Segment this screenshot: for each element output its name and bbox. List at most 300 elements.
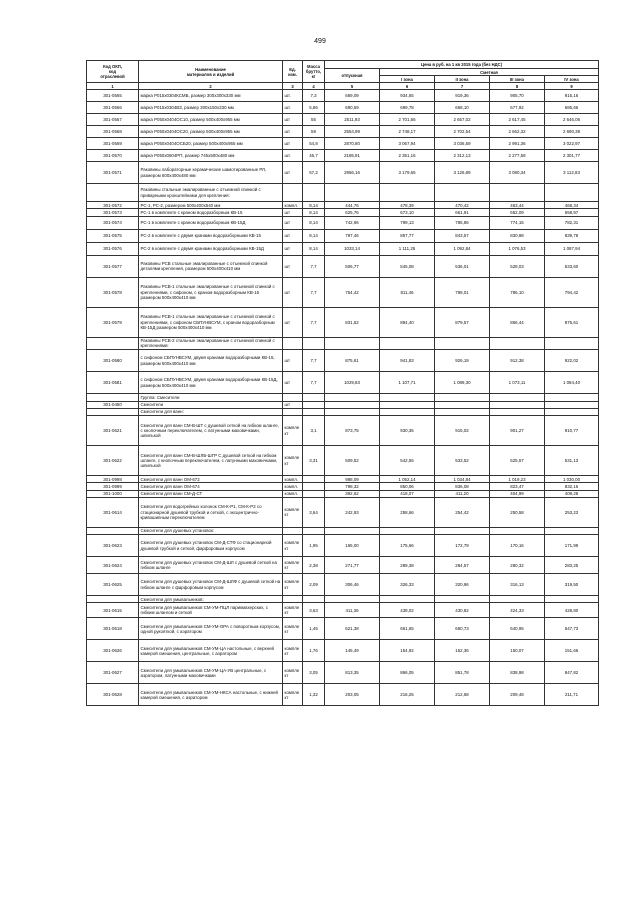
cell-zone-2: 1 089,30 — [435, 372, 490, 394]
empty-cell — [380, 394, 435, 401]
cell-zone-4 — [545, 401, 599, 408]
cell-zone-3: 774,15 — [490, 216, 545, 229]
cell-name: Смесители для душевых установок СМ-Д-ШЛ с душевой сеткой на гибком шланге — [139, 557, 283, 574]
cell-zone-4: 533,60 — [545, 255, 599, 277]
empty-cell — [325, 408, 380, 415]
header-price-group: Цена в руб. на 1 кв 2015 года (без НДС) — [325, 61, 599, 69]
cell-zone-3: 463,44 — [490, 202, 545, 209]
cell-mass: 7,7 — [303, 350, 325, 372]
cell-code: 301-0573 — [87, 209, 139, 216]
column-number: 9 — [545, 83, 599, 90]
cell-release-price: 506,77 — [325, 255, 380, 277]
empty-cell — [380, 527, 435, 534]
cell-name: Смесители для ванн ОМ-674 — [139, 483, 283, 490]
cell-release-price: 742,96 — [325, 216, 380, 229]
empty-cell — [380, 596, 435, 603]
cell-release-price: 2511,93 — [325, 114, 380, 126]
cell-unit: компле кт — [283, 416, 303, 446]
cell-mass: 2,38 — [303, 557, 325, 574]
subheading-row — [87, 527, 599, 534]
cell-unit: шт — [283, 350, 303, 372]
cell-zone-2: 3 126,89 — [435, 162, 490, 184]
cell-zone-4: 319,50 — [545, 574, 599, 596]
cell-unit: шт — [283, 401, 303, 408]
cell-zone-1: 1 111,25 — [380, 242, 435, 255]
cell-zone-4: 283,25 — [545, 557, 599, 574]
empty-cell — [435, 527, 490, 534]
cell-zone-3: 640,95 — [490, 618, 545, 640]
cell-name: РС-1 в комплекте с краном водоразборным КВ-15Д — [139, 216, 283, 229]
cell-zone-3: 316,13 — [490, 574, 545, 596]
cell-code: 301-0626 — [87, 640, 139, 662]
cell-name: Смесители для умывальников СМ-УМ-ПЦЛ парикмахерских, с гибким шлангом и сеткой — [139, 603, 283, 618]
cell-mass: 1,76 — [303, 640, 325, 662]
cell-unit: шт — [283, 114, 303, 126]
cell-mass: 1,32 — [303, 684, 325, 706]
empty-cell — [283, 394, 303, 401]
cell-zone-1: 478,39 — [380, 202, 435, 209]
cell-unit: компле кт — [283, 603, 303, 618]
cell-code: 301-0622 — [87, 446, 139, 476]
table-row — [87, 372, 599, 394]
cell-code: 301-0568 — [87, 126, 139, 138]
cell-release-price: 203,05 — [325, 684, 380, 706]
cell-zone-3 — [490, 401, 545, 408]
cell-zone-4: 1 087,94 — [545, 242, 599, 255]
cell-code: 301-0450 — [87, 401, 139, 408]
cell-name: Смесители для умывальников СМ-УМ-ЦА-УВ центральные, с аэратором, латунными маховичками — [139, 662, 283, 684]
cell-zone-3: 2 617,45 — [490, 114, 545, 126]
empty-cell — [545, 408, 599, 415]
cell-unit: шт. — [283, 90, 303, 102]
cell-zone-2: 320,96 — [435, 574, 490, 596]
cell-name: Смесители — [139, 401, 283, 408]
price-table — [86, 60, 599, 706]
cell-zone-2: 2 312,13 — [435, 150, 490, 162]
cell-mass: 59 — [303, 126, 325, 138]
cell-zone-2: 851,78 — [435, 662, 490, 684]
subheading-row — [87, 596, 599, 603]
cell-zone-2: 798,01 — [435, 277, 490, 307]
empty-cell — [380, 408, 435, 415]
cell-zone-2: 533,52 — [435, 446, 490, 476]
empty-cell — [490, 337, 545, 350]
cell-name: марка Р015х0304КСМБ, размер 300х300х330 мм — [139, 90, 283, 102]
cell-zone-1: 894,40 — [380, 307, 435, 337]
cell-mass — [303, 483, 325, 490]
cell-zone-1: 699,78 — [380, 102, 435, 114]
cell-zone-3: 652,09 — [490, 209, 545, 216]
cell-name: Раковины РСВ стальные эмалированные с отъемной спинкой деталями крепления, размером 500х400х410 мм — [139, 255, 283, 277]
cell-zone-1: 857,77 — [380, 229, 435, 242]
cell-name: Смесители для душевых установок СМ-Д-СТФ со стационарной душевой трубкой и сеткой, фарфоровым корпусом — [139, 535, 283, 557]
cell-zone-1: 941,83 — [380, 350, 435, 372]
table-row — [87, 216, 599, 229]
empty-cell — [545, 337, 599, 350]
cell-zone-2: 926,19 — [435, 350, 490, 372]
cell-zone-2: 152,36 — [435, 640, 490, 662]
empty-cell — [283, 596, 303, 603]
cell-release-price: 875,61 — [325, 350, 380, 372]
cell-zone-3: 250,58 — [490, 497, 545, 527]
cell-mass: 3,05 — [303, 662, 325, 684]
table-row — [87, 277, 599, 307]
cell-release-price: 988,09 — [325, 476, 380, 483]
column-number: 7 — [435, 83, 490, 90]
subheading-text: Раковины стальные эмалированные с отъемной спинкой с приварными кронштейнами для крепления: — [139, 184, 283, 202]
cell-zone-2: 2 702,54 — [435, 126, 490, 138]
cell-zone-2: 254,42 — [435, 497, 490, 527]
table-row — [87, 90, 599, 102]
cell-zone-4: 2 690,39 — [545, 126, 599, 138]
cell-name: с сифоном СБПУНВСУМ, двумя кранами водоразборными КВ-15, размером 500х400х410 мм — [139, 350, 283, 372]
cell-code: 301-0575 — [87, 229, 139, 242]
cell-name: Смесители для ванн СМ-В-ШЛБ-ШГР С душевой сеткой на гибком шланге, с кнопочным переключателем, с латунными маховичками, шпилькой — [139, 446, 283, 476]
cell-zone-2: 411,20 — [435, 490, 490, 497]
cell-zone-2: 470,42 — [435, 202, 490, 209]
cell-zone-2: 836,08 — [435, 483, 490, 490]
cell-code: 301-0628 — [87, 684, 139, 706]
cell-zone-3: 901,27 — [490, 416, 545, 446]
cell-code: 301-0614 — [87, 497, 139, 527]
cell-code — [87, 184, 139, 202]
empty-cell — [303, 184, 325, 202]
cell-zone-3: 2 991,36 — [490, 138, 545, 150]
cell-zone-4: 171,99 — [545, 535, 599, 557]
column-number: 8 — [490, 83, 545, 90]
cell-code — [87, 527, 139, 534]
table-row — [87, 535, 599, 557]
cell-release-price: 669,09 — [325, 90, 380, 102]
cell-zone-4: 647,73 — [545, 618, 599, 640]
cell-unit: компл. — [283, 483, 303, 490]
table-row — [87, 574, 599, 596]
cell-zone-2: 212,68 — [435, 684, 490, 706]
cell-release-price: 306,46 — [325, 574, 380, 596]
empty-cell — [380, 337, 435, 350]
header-estimate: Сметная — [380, 69, 599, 76]
empty-cell — [435, 408, 490, 415]
cell-zone-4: 428,80 — [545, 603, 599, 618]
cell-unit: шт — [283, 242, 303, 255]
page-number: 499 — [314, 38, 326, 45]
cell-release-price: 165,00 — [325, 535, 380, 557]
column-numbers-row — [87, 83, 599, 90]
empty-cell — [303, 596, 325, 603]
cell-release-price: 621,38 — [325, 618, 380, 640]
group-title: Группа: Смесители — [139, 394, 283, 401]
cell-zone-3: 1 076,53 — [490, 242, 545, 255]
table-body — [87, 90, 599, 706]
header-zone-2: II зона — [435, 76, 490, 83]
cell-zone-1: 545,08 — [380, 255, 435, 277]
subheading-row — [87, 184, 599, 202]
cell-zone-1 — [380, 401, 435, 408]
cell-zone-2: 668,10 — [435, 102, 490, 114]
column-number: 3 — [283, 83, 303, 90]
cell-zone-4: 2 301,77 — [545, 150, 599, 162]
cell-zone-3: 838,98 — [490, 662, 545, 684]
cell-zone-3: 404,99 — [490, 490, 545, 497]
cell-release-price: 509,52 — [325, 446, 380, 476]
cell-mass: 5,86 — [303, 102, 325, 114]
header-mass: Масса брутто, кг — [303, 61, 325, 83]
cell-mass: 3,31 — [303, 446, 325, 476]
cell-zone-4: 3 022,97 — [545, 138, 599, 150]
cell-zone-1: 216,25 — [380, 684, 435, 706]
cell-release-price: 411,36 — [325, 603, 380, 618]
cell-name: Раковины РСВ-1 стальные эмалированные с отъемной спинкой с креплениями, с сифоном СБПУНВСУМ, с краном водоразборным КВ-15Д размером 500х400х410 мм — [139, 307, 283, 337]
cell-name: марка Р050х0604РП, размер 745х500х480 мм — [139, 150, 283, 162]
table-row — [87, 102, 599, 114]
cell-mass: 46,7 — [303, 150, 325, 162]
cell-name: Смесители для умывальников СМ-УМ-ОРА с поворотным корпусом, одной рукояткой, с аэратором — [139, 618, 283, 640]
empty-cell — [303, 527, 325, 534]
table-row — [87, 202, 599, 209]
header-code: Код ОКП, код отраслевой — [87, 61, 139, 83]
cell-code: 301-0570 — [87, 150, 139, 162]
cell-zone-3: 786,10 — [490, 277, 545, 307]
cell-mass: 7,7 — [303, 277, 325, 307]
cell-release-price: 145,49 — [325, 640, 380, 662]
cell-zone-2: 3 036,59 — [435, 138, 490, 150]
column-number: 2 — [139, 83, 283, 90]
cell-code: 301-0571 — [87, 162, 139, 184]
table-row — [87, 684, 599, 706]
cell-mass: 3,64 — [303, 497, 325, 527]
cell-mass: 2,09 — [303, 574, 325, 596]
empty-cell — [545, 527, 599, 534]
column-number: 6 — [380, 83, 435, 90]
cell-zone-4: 211,71 — [545, 684, 599, 706]
column-number: 5 — [325, 83, 380, 90]
cell-name: РС-2 в комплекте с двумя кранами водоразборными КВ-15 — [139, 229, 283, 242]
cell-release-price: 1029,83 — [325, 372, 380, 394]
cell-zone-3: 2 277,58 — [490, 150, 545, 162]
cell-zone-2: 661,91 — [435, 209, 490, 216]
empty-cell — [303, 408, 325, 415]
cell-mass: 7,7 — [303, 255, 325, 277]
cell-zone-3: 3 080,34 — [490, 162, 545, 184]
table-row — [87, 307, 599, 337]
cell-zone-3: 905,70 — [490, 90, 545, 102]
cell-code: 301-0618 — [87, 618, 139, 640]
cell-zone-2: 1 034,84 — [435, 476, 490, 483]
cell-mass: 55 — [303, 114, 325, 126]
cell-release-price: 813,35 — [325, 662, 380, 684]
cell-zone-3: 150,07 — [490, 640, 545, 662]
table-row — [87, 126, 599, 138]
table-row — [87, 490, 599, 497]
cell-mass: 8,14 — [303, 216, 325, 229]
cell-zone-1: 930,35 — [380, 416, 435, 446]
subheading-text: Смесители для умывальников: — [139, 596, 283, 603]
cell-code: 301-0566 — [87, 102, 139, 114]
subheading-row — [87, 337, 599, 350]
table-row — [87, 557, 599, 574]
cell-name: Смесители для ванн СМ-В-ШТ с душевой сеткой на гибком шланге, с кнопочным переключателем, с латунными маховичками, шпилькой — [139, 416, 283, 446]
cell-code — [87, 596, 139, 603]
table-row — [87, 401, 599, 408]
cell-zone-1: 2 351,16 — [380, 150, 435, 162]
cell-unit: шт — [283, 162, 303, 184]
cell-unit: шт — [283, 138, 303, 150]
cell-zone-4: 875,61 — [545, 307, 599, 337]
cell-code — [87, 337, 139, 350]
cell-zone-2: 2 657,02 — [435, 114, 490, 126]
cell-zone-1: 289,38 — [380, 557, 435, 574]
table-row — [87, 662, 599, 684]
cell-code — [87, 408, 139, 415]
cell-name: с сифоном СБПУНВСУМ, двумя кранами водоразборными КВ-15Д, размером 500х400х410 мм — [139, 372, 283, 394]
subheading-row — [87, 408, 599, 415]
cell-zone-1: 2 748,17 — [380, 126, 435, 138]
cell-unit: компл. — [283, 202, 303, 209]
header-name: Наименование материалов и изделий — [139, 61, 283, 83]
header-zone-3: III зона — [490, 76, 545, 83]
header-unit: Ед. изм. — [283, 61, 303, 83]
cell-zone-1: 850,06 — [380, 483, 435, 490]
empty-cell — [283, 337, 303, 350]
cell-mass: 3,63 — [303, 603, 325, 618]
cell-zone-4: 3 112,83 — [545, 162, 599, 184]
cell-mass — [303, 476, 325, 483]
table-row — [87, 114, 599, 126]
table-row — [87, 446, 599, 476]
cell-zone-1: 799,13 — [380, 216, 435, 229]
cell-mass: 3,1 — [303, 416, 325, 446]
cell-mass: 7,7 — [303, 372, 325, 394]
cell-unit: компле кт — [283, 618, 303, 640]
cell-zone-3: 2 662,32 — [490, 126, 545, 138]
cell-unit: шт. — [283, 102, 303, 114]
cell-unit: шт — [283, 229, 303, 242]
empty-cell — [490, 596, 545, 603]
empty-cell — [283, 184, 303, 202]
empty-cell — [325, 184, 380, 202]
cell-zone-1: 1 052,14 — [380, 476, 435, 483]
cell-name: Смесители для умывальников СМ-УМ-НКСА настольные, с нижней камерой смешения, с аэратором — [139, 684, 283, 706]
empty-cell — [435, 596, 490, 603]
cell-release-price: 2185,91 — [325, 150, 380, 162]
empty-cell — [325, 394, 380, 401]
empty-cell — [435, 184, 490, 202]
cell-code: 301-0998 — [87, 476, 139, 483]
cell-name: Смесители для ванн СМ-Д-СТ — [139, 490, 283, 497]
cell-unit: компл. — [283, 490, 303, 497]
cell-unit: шт — [283, 255, 303, 277]
cell-unit: компле кт — [283, 446, 303, 476]
cell-zone-1: 1 107,71 — [380, 372, 435, 394]
cell-release-price: 873,75 — [325, 416, 380, 446]
cell-release-price — [325, 401, 380, 408]
cell-unit: шт — [283, 307, 303, 337]
cell-code: 301-0572 — [87, 202, 139, 209]
cell-zone-2: 430,82 — [435, 603, 490, 618]
cell-zone-4: 409,28 — [545, 490, 599, 497]
cell-mass: 8,14 — [303, 209, 325, 216]
cell-zone-2: 919,36 — [435, 90, 490, 102]
cell-name: Смесители для водогрейных колонок СМ-К-Р1, СМ-К-Р2 со стационарной душевой трубкой и сеткой, с эксцентрично-кривошипным переключателем — [139, 497, 283, 527]
cell-mass — [303, 490, 325, 497]
cell-zone-4: 468,34 — [545, 202, 599, 209]
cell-code — [87, 394, 139, 401]
cell-release-price: 444,76 — [325, 202, 380, 209]
subheading-text: Смесители для душевых установок: — [139, 527, 283, 534]
column-number: 4 — [303, 83, 325, 90]
cell-release-price: 2554,99 — [325, 126, 380, 138]
empty-cell — [303, 394, 325, 401]
cell-zone-2: 1 092,84 — [435, 242, 490, 255]
cell-release-price: 392,62 — [325, 490, 380, 497]
cell-zone-3: 525,57 — [490, 446, 545, 476]
cell-code: 301-0580 — [87, 350, 139, 372]
cell-release-price: 271,77 — [325, 557, 380, 574]
cell-code: 301-0569 — [87, 138, 139, 150]
table-row — [87, 416, 599, 446]
cell-code: 301-0623 — [87, 535, 139, 557]
cell-zone-4: 794,42 — [545, 277, 599, 307]
empty-cell — [283, 527, 303, 534]
cell-unit: шт — [283, 216, 303, 229]
cell-zone-3: 866,44 — [490, 307, 545, 337]
cell-zone-4: 531,13 — [545, 446, 599, 476]
cell-zone-4: 847,82 — [545, 662, 599, 684]
cell-zone-2: 536,01 — [435, 255, 490, 277]
cell-zone-3: 170,16 — [490, 535, 545, 557]
cell-name: РС-1 в комплекте с краном водоразборным КВ-15 — [139, 209, 283, 216]
cell-zone-1: 258,66 — [380, 497, 435, 527]
cell-name: РС-2 в комплекте с двумя кранами водоразборными КВ-15Д — [139, 242, 283, 255]
cell-mass: 8,14 — [303, 229, 325, 242]
cell-name: марка Р050х0404ОС10, размер 500х400х955 мм — [139, 114, 283, 126]
cell-unit: компле кт — [283, 557, 303, 574]
cell-code: 301-0577 — [87, 255, 139, 277]
table-row — [87, 350, 599, 372]
cell-zone-3: 280,32 — [490, 557, 545, 574]
cell-code: 301-0625 — [87, 574, 139, 596]
cell-code: 301-0578 — [87, 277, 139, 307]
cell-code: 301-0581 — [87, 372, 139, 394]
cell-code: 301-0624 — [87, 557, 139, 574]
cell-mass: 1,45 — [303, 618, 325, 640]
cell-zone-1: 542,55 — [380, 446, 435, 476]
cell-zone-4: 2 646,06 — [545, 114, 599, 126]
column-number: 1 — [87, 83, 139, 90]
header-zone-1: I зона — [380, 76, 435, 83]
table-row — [87, 242, 599, 255]
cell-zone-2: 879,57 — [435, 307, 490, 337]
cell-code: 301-0574 — [87, 216, 139, 229]
cell-mass: 7,3 — [303, 90, 325, 102]
cell-zone-2: 650,73 — [435, 618, 490, 640]
cell-unit: шт — [283, 126, 303, 138]
empty-cell — [435, 394, 490, 401]
cell-name: марка Р050х0404ОСБ20, размер 500х400х955 мм — [139, 138, 283, 150]
cell-mass — [303, 401, 325, 408]
cell-zone-1: 661,65 — [380, 618, 435, 640]
cell-zone-3: 1 073,11 — [490, 372, 545, 394]
cell-zone-2: 284,57 — [435, 557, 490, 574]
cell-zone-3: 1 019,23 — [490, 476, 545, 483]
cell-name: Раковины РСВ-1 стальные эмалированные с отъемной спинкой с креплениями, с сифоном, с краном водоразборным КВ-15 размером 500х400х410 мм — [139, 277, 283, 307]
cell-code: 301-1000 — [87, 490, 139, 497]
cell-zone-2 — [435, 401, 490, 408]
cell-zone-3: 823,47 — [490, 483, 545, 490]
group-row — [87, 394, 599, 401]
subheading-text: Раковины РСВ-2 стальные эмалированные с отъемной спинкой с креплениями: — [139, 337, 283, 350]
table-row — [87, 229, 599, 242]
